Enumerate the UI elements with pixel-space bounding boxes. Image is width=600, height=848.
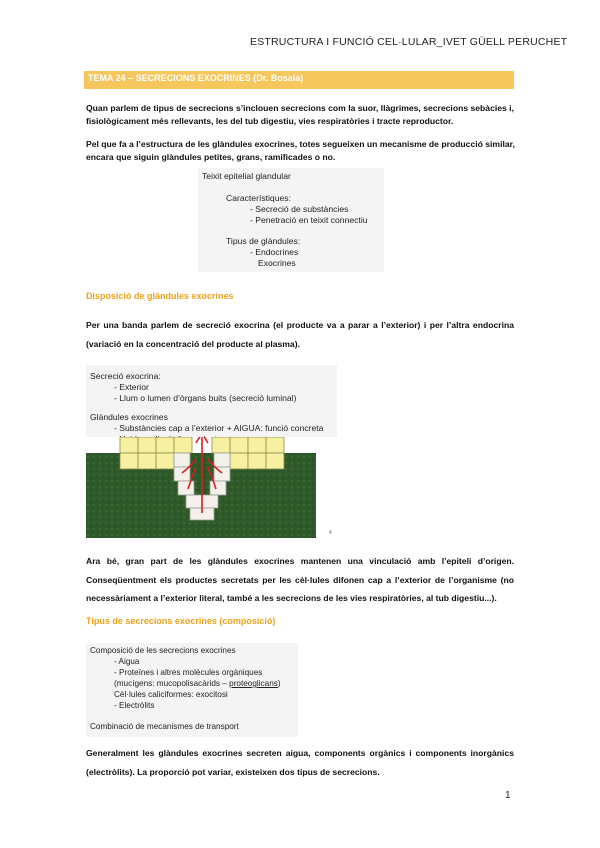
figure3-item3	[114, 678, 281, 689]
figure1-characteristics: Característiques:	[226, 193, 291, 203]
document-header-title: ESTRUCTURA I FUNCIÓ CEL·LULAR_IVET GÜELL PERUCHET	[250, 36, 568, 48]
figure-secretion-composition	[86, 643, 298, 737]
topic-banner	[84, 71, 514, 89]
figure3-item2: - Proteïnes i altres molècules orgàniques	[114, 668, 263, 677]
heading-disposition: Disposició de glàndules exocrines	[86, 291, 234, 301]
figure2-line1: Secreció exocrina:	[90, 371, 161, 381]
figure1-title: Teixit epitelial glandular	[202, 171, 291, 181]
figure2-line3: - Llum o lumen d’òrgans buits (secreció luminal)	[114, 393, 297, 403]
figure1-types: Tipus de glàndules:	[226, 236, 301, 246]
figure1-item2: - Penetració en teixit connectiu	[250, 215, 368, 225]
topic-banner-title: TEMA 24 – SECRECIONS EXOCRINES (Dr. Bosala)	[88, 73, 304, 83]
figure3-item3-prefix: (mucígens: mucopolisacàrids –	[114, 679, 230, 688]
figure1-item1: - Secreció de substàncies	[250, 204, 349, 214]
figure2-line4: Glàndules exocrines	[90, 412, 168, 422]
figure3-title: Composició de les secrecions exocrines	[90, 646, 236, 655]
gland-tissue-illustration	[86, 437, 337, 538]
paragraph-structure: Pel que fa a l’estructura de les glàndules exocrines, totes segueixen un mecanisme de producció similar, encara que siguin glàndules petites, grans, ramificades o no.	[86, 139, 515, 162]
slide-number: 4	[329, 530, 332, 536]
figure2-line2: - Exterior	[114, 382, 149, 392]
figure3-item4: Cèl·lules caliciformes: exocitosi	[114, 690, 228, 699]
figure-exocrine-secretion	[86, 365, 337, 538]
figure3-item5: - Electròlits	[114, 701, 155, 710]
figure1-type1: - Endocrines	[250, 247, 299, 257]
figure3-footer: Combinació de mecanismes de transport	[90, 722, 239, 731]
paragraph-composition: Generalment les glàndules exocrines secreten aigua, components orgànics i components inorgànics (electròlits). La proporció pot variar, existeixen dos tipus de secrecions.	[86, 748, 514, 777]
paragraph-intro: Quan parlem de tipus de secrecions s’inclouen secrecions com la suor, llàgrimes, secrecions sebàcies i, fisiològicament més rellevants, les del tub digestiu, vies respiratòries i tracte reproductor.	[86, 103, 514, 126]
figure-glandular-epithelium	[198, 168, 384, 272]
figure2-line5: - Substàncies cap a l’exterior + AIGUA: funció concreta	[114, 423, 324, 433]
figure3-item3-suffix: )	[277, 679, 281, 688]
paragraph-link-epithelium: Ara bé, gran part de les glàndules exocrines mantenen una vinculació amb l’epiteli d’origen. Conseqüentment els productes secretats per les cèl·lules difonen cap a l’exterior de l’organisme (no necessàriament a l’exterior literal, també a les secrecions de les vies respiratòries, al tub digestiu...).	[86, 556, 514, 603]
heading-types: Tipus de secrecions exocrines (composició)	[86, 616, 276, 626]
figure1-type2: Exocrines	[258, 258, 296, 268]
page-number: 1	[505, 790, 511, 801]
figure3-item1: - Aigua	[114, 657, 140, 666]
figure3-item3-proteoglycans: proteoglicans	[229, 679, 278, 688]
paragraph-exocrine-vs-endocrine: Per una banda parlem de secreció exocrina (el producte va a parar a l’exterior) i per l’altra endocrina (variació en la concentració del producte al plasma).	[86, 320, 514, 349]
